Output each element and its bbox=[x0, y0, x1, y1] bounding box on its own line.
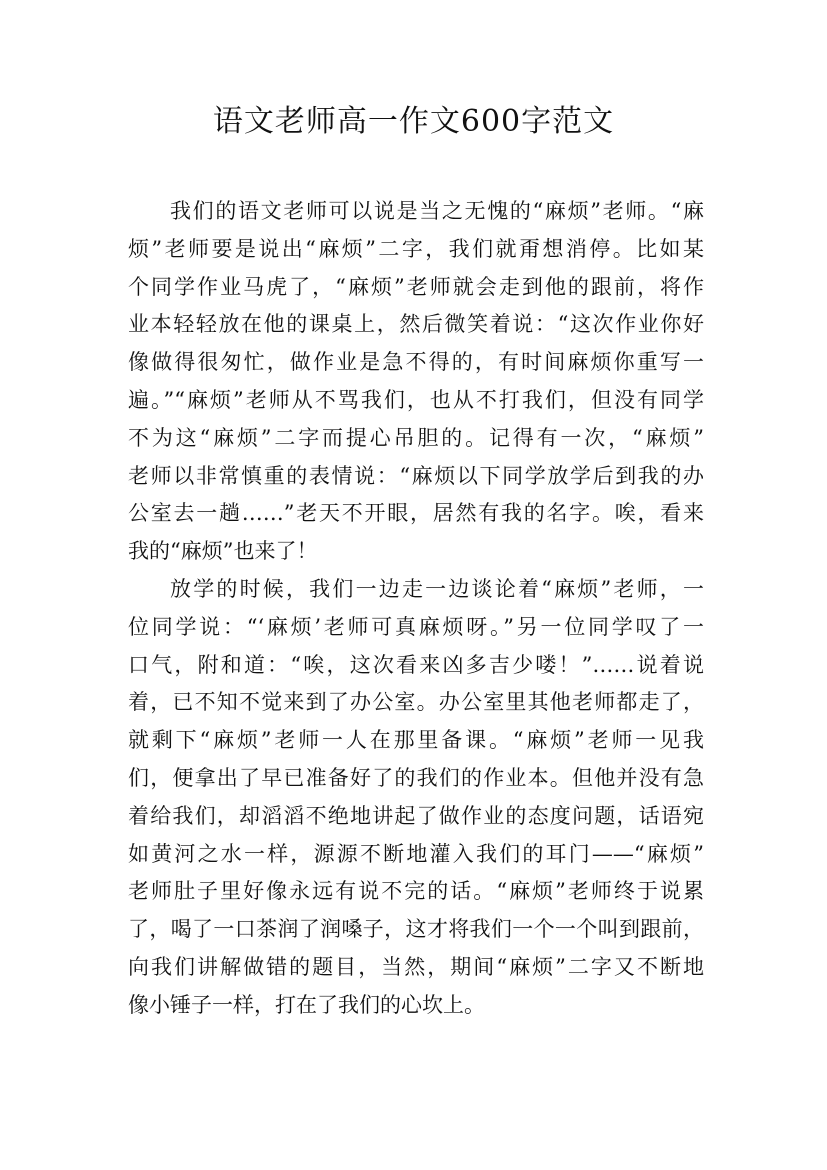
text-line: 着，已不知不觉来到了办公室。办公室里其他老师都走了， bbox=[128, 690, 704, 715]
document-title: 语文老师高一作文600字范文 bbox=[212, 104, 615, 139]
text-line: 个同学作业马虎了，“麻烦”老师就会走到他的跟前，将作 bbox=[128, 274, 704, 299]
text-line: 烦”老师要是说出“麻烦”二字，我们就甭想消停。比如某 bbox=[128, 236, 704, 261]
text-line: 就剩下“麻烦”老师一人在那里备课。“麻烦”老师一见我 bbox=[128, 728, 704, 753]
text-line: 放学的时候，我们一边走一边谈论着“麻烦”老师，一 bbox=[170, 576, 704, 601]
text-line: 口气，附和道：“唉，这次看来凶多吉少喽！”……说着说 bbox=[128, 652, 704, 677]
text-line: 老师以非常慎重的表情说：“麻烦以下同学放学后到我的办 bbox=[128, 463, 704, 488]
text-line: 遍。”“麻烦”老师从不骂我们，也从不打我们，但没有同学 bbox=[128, 387, 704, 412]
essay-body bbox=[128, 193, 704, 1025]
text-line: 业本轻轻放在他的课桌上，然后微笑着说：“这次作业你好 bbox=[128, 312, 704, 337]
paragraph-2 bbox=[128, 571, 704, 1025]
text-line: 不为这“麻烦”二字而提心吊胆的。记得有一次，“麻烦” bbox=[128, 425, 704, 450]
text-line: 我们的语文老师可以说是当之无愧的“麻烦”老师。“麻 bbox=[170, 199, 704, 223]
text-line: 像做得很匆忙，做作业是急不得的，有时间麻烦你重写一 bbox=[128, 350, 704, 375]
text-line: 位同学说：“‘麻烦’老师可真麻烦呀。”另一位同学叹了一 bbox=[128, 614, 704, 639]
text-line: 向我们讲解做错的题目，当然，期间“麻烦”二字又不断地 bbox=[128, 954, 704, 979]
text-line: 老师肚子里好像永远有说不完的话。“麻烦”老师终于说累 bbox=[128, 879, 704, 904]
text-line: 着给我们，却滔滔不绝地讲起了做作业的态度问题，话语宛 bbox=[128, 803, 704, 828]
paragraph-1 bbox=[128, 193, 704, 571]
text-line: 像小锤子一样，打在了我们的心坎上。 bbox=[128, 992, 485, 1017]
text-line: 公室去一趟……”老天不开眼，居然有我的名字。唉，看来 bbox=[128, 501, 704, 526]
text-line: 如黄河之水一样，源源不断地灌入我们的耳门——“麻烦” bbox=[128, 841, 704, 866]
text-line: 我的“麻烦”也来了！ bbox=[128, 539, 318, 564]
text-line: 们，便拿出了早已准备好了的我们的作业本。但他并没有急 bbox=[128, 765, 704, 790]
text-line: 了，喝了一口茶润了润嗓子，这才将我们一个一个叫到跟前， bbox=[128, 917, 704, 942]
